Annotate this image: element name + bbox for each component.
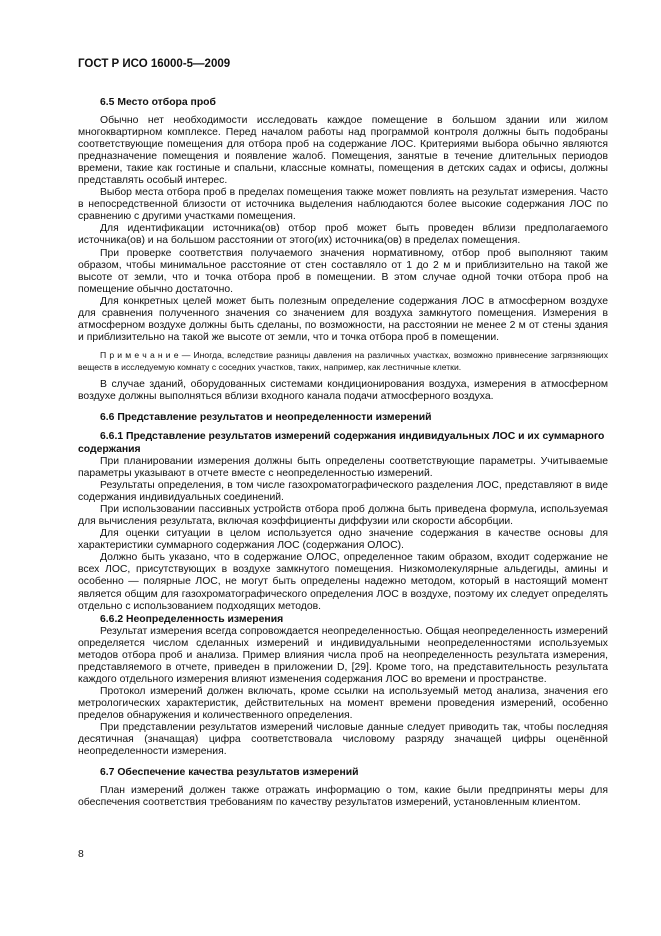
section-6-7-title: 6.7 Обеспечение качества результатов измерений [100, 767, 359, 779]
paragraph: Обычно нет необходимости исследовать каждое помещение в большом здании или жилом многоквартирном комплексе. Перед началом работы над программой контроля должны быть подобраны соответствующие помещения для отбора проб на содержание ЛОС. Критериями выбора обычно являются предназначение помещения и появление жалоб. Помещения, занятые в течение длительных периодов времени, такие как гостиные и спальни, классные комнаты, помещения в детских садах и офисы, должны представлять особый интерес. [78, 115, 608, 187]
paragraph: При проверке соответствия получаемого значения нормативному, отбор проб выполняют таким образом, чтобы минимальное расстояние от стен составляло от 1 до 2 м и приблизительно на такой же высоте от земли, что и точка отбора проб в помещении. В этом случае одной точки отбора проб на помещение обычно достаточно. [78, 247, 608, 295]
paragraph: Для идентификации источника(ов) отбор проб может быть проведен вблизи предполагаемого источника(ов) и на большом расстоянии от этого(их) источника(ов) в пределах помещения. [78, 223, 608, 247]
paragraph: При представлении результатов измерений числовые данные следует приводить так, чтобы последняя десятичная (значащая) цифра соответствовала числовому разряду значащей цифры оценённой неопределенности измерения. [78, 721, 608, 758]
paragraph: В случае зданий, оборудованных системами кондиционирования воздуха, измерения в атмосферном воздухе должны выполняться вблизи входного канала подачи атмосферного воздуха. [78, 378, 608, 402]
paragraph: При планировании измерения должны быть определены соответствующие параметры. Учитываемые параметры указывают в отчете вместе с неопределенностью измерений. [78, 455, 608, 480]
note: П р и м е ч а н и е — Иногда, вследствие разницы давления на различных участках, возможно привнесение загрязняющих веществ в исследуемую комнату с соседних участков, таких, например, как лестничные клетки. [78, 349, 608, 373]
paragraph: Должно быть указано, что в содержание ОЛОС, определенное таким образом, входит содержание не всех ЛОС, присутствующих в воздухе замкнутого помещения. Низкомолекулярные альдегиды, амины и особенно — полярные ЛОС, не могут быть определены надежно методом, который в настоящий момент является общим для газохроматографического определения ЛОС в воздухе, поэтому их следует определять отдельно с использованием подходящих методов. [78, 552, 608, 612]
section-6-5-title: 6.5 Место отбора проб [100, 97, 216, 108]
paragraph: Выбор места отбора проб в пределах помещения также может повлиять на результат измерения. Часто в непосредственной близости от источника выделения наблюдаются более высокие содержания ЛОС по сравнению с другими участками помещения. [78, 187, 608, 223]
paragraph: План измерений должен также отражать информацию о том, какие были предприняты меры для обеспечения соответствия требованиям по качеству результатов измерений, установленным клиентом. [78, 785, 608, 809]
paragraph: Для оценки ситуации в целом используется одно значение содержания в качестве основы для характеристики суммарного содержания ЛОС (содержания ОЛОС). [78, 528, 608, 552]
section-6-6-2-title: 6.6.2 Неопределенность измерения [100, 613, 284, 625]
page-number: 8 [78, 849, 84, 860]
paragraph: Для конкретных целей может быть полезным определение содержания ЛОС в атмосферном воздухе для сравнения полученного значения со значением для воздуха замкнутого помещения. Измерения в атмосферном воздухе должны быть сделаны, по возможности, на расстоянии не менее 2 м от стены здания и приблизительно на такой же высоте от земли, что и точка отбора проб в помещении. [78, 295, 608, 343]
paragraph: При использовании пассивных устройств отбора проб должна быть приведена формула, используемая для вычисления результата, включая коэффициенты диффузии или скорости абсорбции. [78, 504, 608, 528]
section-6-6-1-title: 6.6.1 Представление результатов измерений содержания индивидуальных ЛОС и их суммарного содержания [78, 430, 605, 455]
paragraph: Результаты определения, в том числе газохроматографического разделения ЛОС, представляют в виде содержания индивидуальных соединений. [78, 480, 608, 504]
document-header: ГОСТ Р ИСО 16000-5—2009 [78, 58, 231, 70]
paragraph: Протокол измерений должен включать, кроме ссылки на используемый метод анализа, значения его метрологических характеристик, действительных на момент времени проведения измерений, особенно пределов обнаружения и количественного определения. [78, 685, 608, 721]
paragraph: Результат измерения всегда сопровождается неопределенностью. Общая неопределенность измерений определяется числом сделанных измерений и индивидуальными неопределенностями используемых методов отбора проб и анализа. Пример влияния числа проб на неопределенность результата измерения, представляемого в отчете, приведен в приложении D, [29]. Кроме того, на представительность результата каждого отдельного измерения влияют изменения содержания ЛОС во времени и пространстве. [78, 625, 608, 685]
document-page [78, 58, 608, 809]
section-6-6-title: 6.6 Представление результатов и неопределенности измерений [100, 411, 432, 423]
